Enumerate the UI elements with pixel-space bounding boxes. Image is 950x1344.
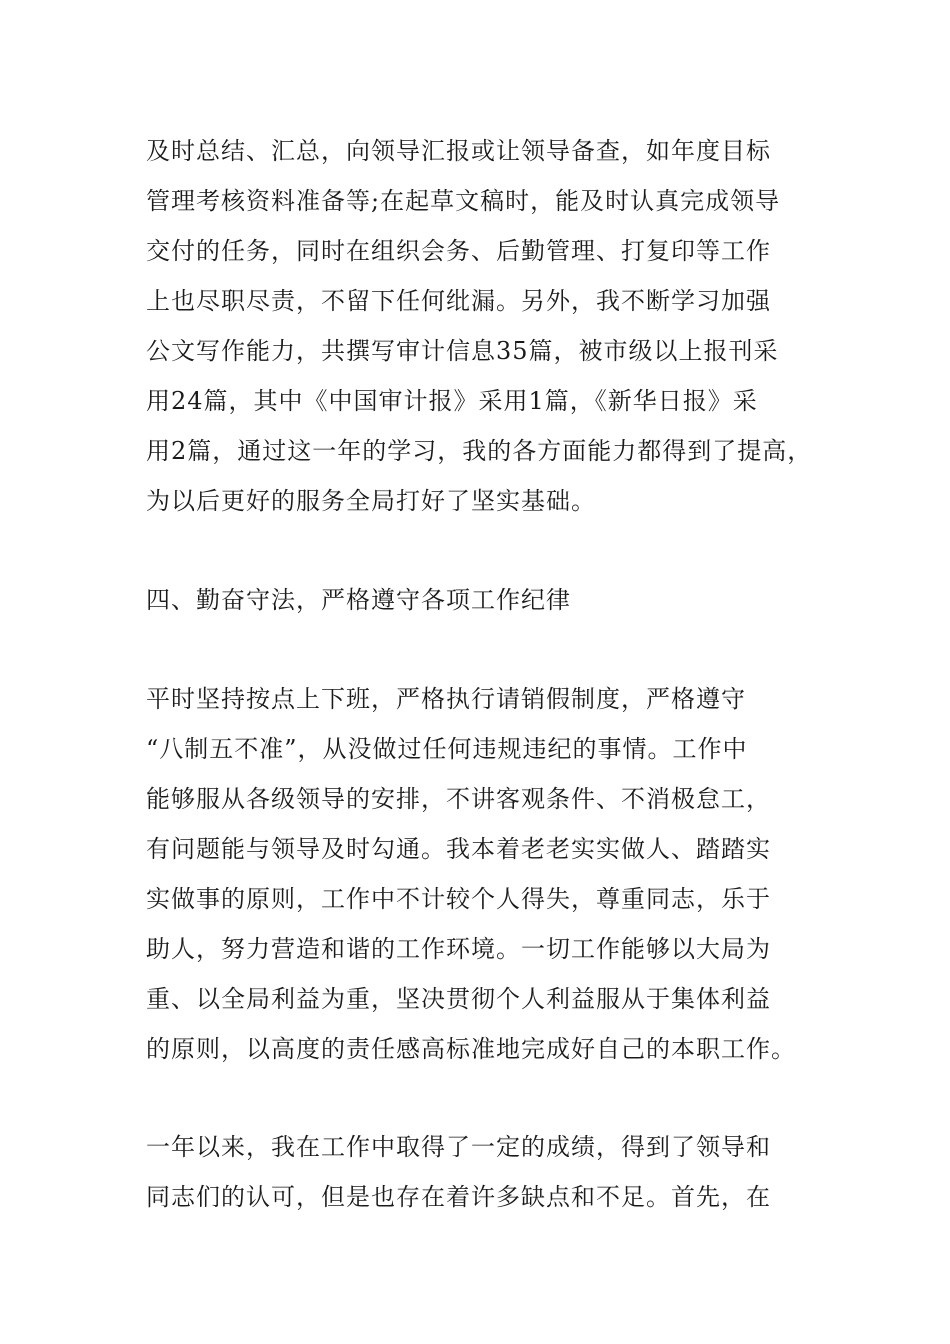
text-line: 平时坚持按点上下班，严格执行请销假制度，严格遵守 [146,685,746,713]
text-line: 一年以来，我在工作中取得了一定的成绩，得到了领导和 [146,1133,771,1161]
text-line: 同志们的认可，但是也存在着许多缺点和不足。首先，在 [146,1183,771,1211]
section-heading-four [146,575,816,625]
paragraph-discipline [146,674,816,1074]
text-line: 实做事的原则，工作中不计较个人得失，尊重同志，乐于 [146,885,771,913]
paragraph-work-summary [146,126,816,526]
text-line: 有问题能与领导及时勾通。我本着老老实实做人、踏踏实 [146,835,771,863]
text-line: 交付的任务，同时在组织会务、后勤管理、打复印等工作 [146,237,771,265]
text-line: “八制五不准”，从没做过任何违规违纪的事情。工作中 [146,735,748,763]
section-heading-text: 四、勤奋守法，严格遵守各项工作纪律 [146,586,571,614]
text-line: 能够服从各级领导的安排，不讲客观条件、不消极怠工， [146,785,771,813]
paragraph-shortcomings [146,1122,816,1222]
text-line: 上也尽职尽责，不留下任何纰漏。另外，我不断学习加强 [146,287,771,315]
text-line: 为以后更好的服务全局打好了坚实基础。 [146,487,596,515]
text-line: 的原则，以高度的责任感高标准地完成好自己的本职工作。 [146,1035,796,1063]
text-line: 管理考核资料准备等;在起草文稿时，能及时认真完成领导 [146,187,781,215]
text-line: 及时总结、汇总，向领导汇报或让领导备查，如年度目标 [146,137,771,165]
text-line: 重、以全局利益为重，坚决贯彻个人利益服从于集体利益 [146,985,771,1013]
text-line: 助人，努力营造和谐的工作环境。一切工作能够以大局为 [146,935,771,963]
text-line: 用24篇，其中《中国审计报》采用1篇，《新华日报》采 [146,387,758,415]
text-line: 公文写作能力，共撰写审计信息35篇，被市级以上报刊采 [146,337,779,365]
text-line: 用2篇，通过这一年的学习，我的各方面能力都得到了提高， [146,437,813,465]
